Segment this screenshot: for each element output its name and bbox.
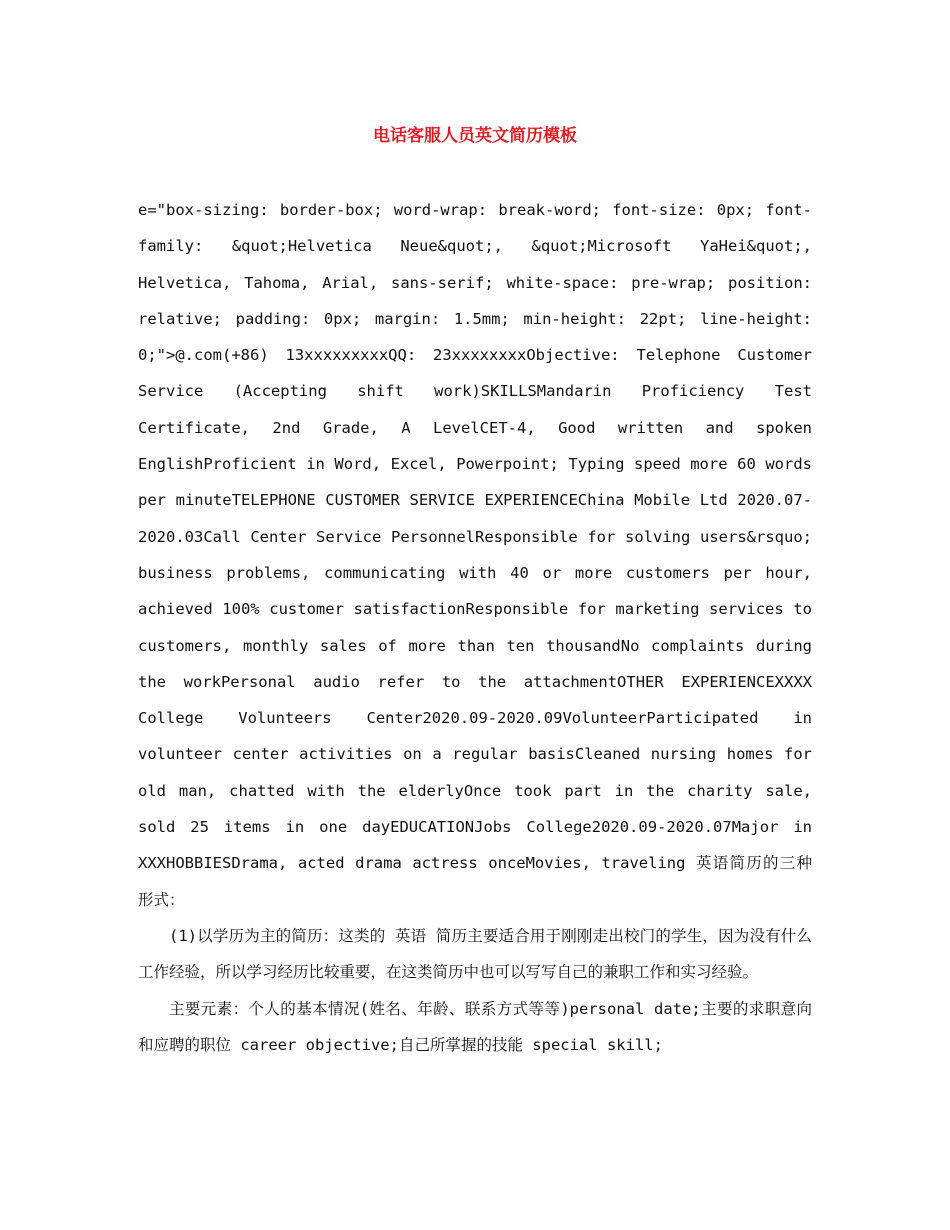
paragraph-main-elements: 主要元素：个人的基本情况(姓名、年龄、联系方式等等)personal date;主要的求职意向和应聘的职位 career objective;自己所掌握的技能 special skill;	[138, 999, 812, 1054]
paragraph-resume-type-1: (1)以学历为主的简历：这类的 英语 简历主要适合用于刚刚走出校门的学生，因为没有什么工作经验，所以学习经历比较重要，在这类简历中也可以写写自己的兼职工作和实习经验。	[138, 926, 812, 982]
resume-run-text: e="box-sizing: border-box; word-wrap: break-word; font-size: 0px; font-family: &quot;Helvetica Neue&quot;, &quot;Microsoft YaHei&quot;, Helvetica, Tahoma, Arial, sans-serif; white-space: pre-wrap; position: relative; padding: 0px; margin: 1.5mm; min-height: 22pt; line-height: 0;">@.com(+86) 13xxxxxxxxxQQ: 23xxxxxxxxObjective: Telephone Customer Service (Accepting shift work)SKILLSMandarin Proficiency Test Certificate, 2nd Grade, A LevelCET-4, Good written and spoken EnglishProficient in Word, Excel, Powerpoint; Typing speed more 60 words per minuteTELEPHONE CUSTOMER SERVICE EXPERIENCEChina Mobile Ltd 2020.07-2020.03Call Center Service PersonnelResponsible for solving users&rsquo; business problems, communicating with 40 or more customers per hour, achieved 100% customer satisfactionResponsible for marketing services to customers, monthly sales of more than ten thousandNo complaints during the workPersonal audio refer to the attachmentOTHER EXPERIENCEXXXX College Volunteers Center2020.09-2020.09VolunteerParticipated in volunteer center activities on a regular basisCleaned nursing homes for old man, chatted with the elderlyOnce took part in the charity sale, sold 25 items in one dayEDUCATIONJobs College2020.09-2020.07Major in XXXHOBBIESDrama, acted drama actress onceMovies, traveling 英语简历的三种形式：	[138, 201, 812, 909]
document-title: 电话客服人员英文简历模板	[373, 126, 577, 146]
document-body	[138, 192, 812, 1063]
